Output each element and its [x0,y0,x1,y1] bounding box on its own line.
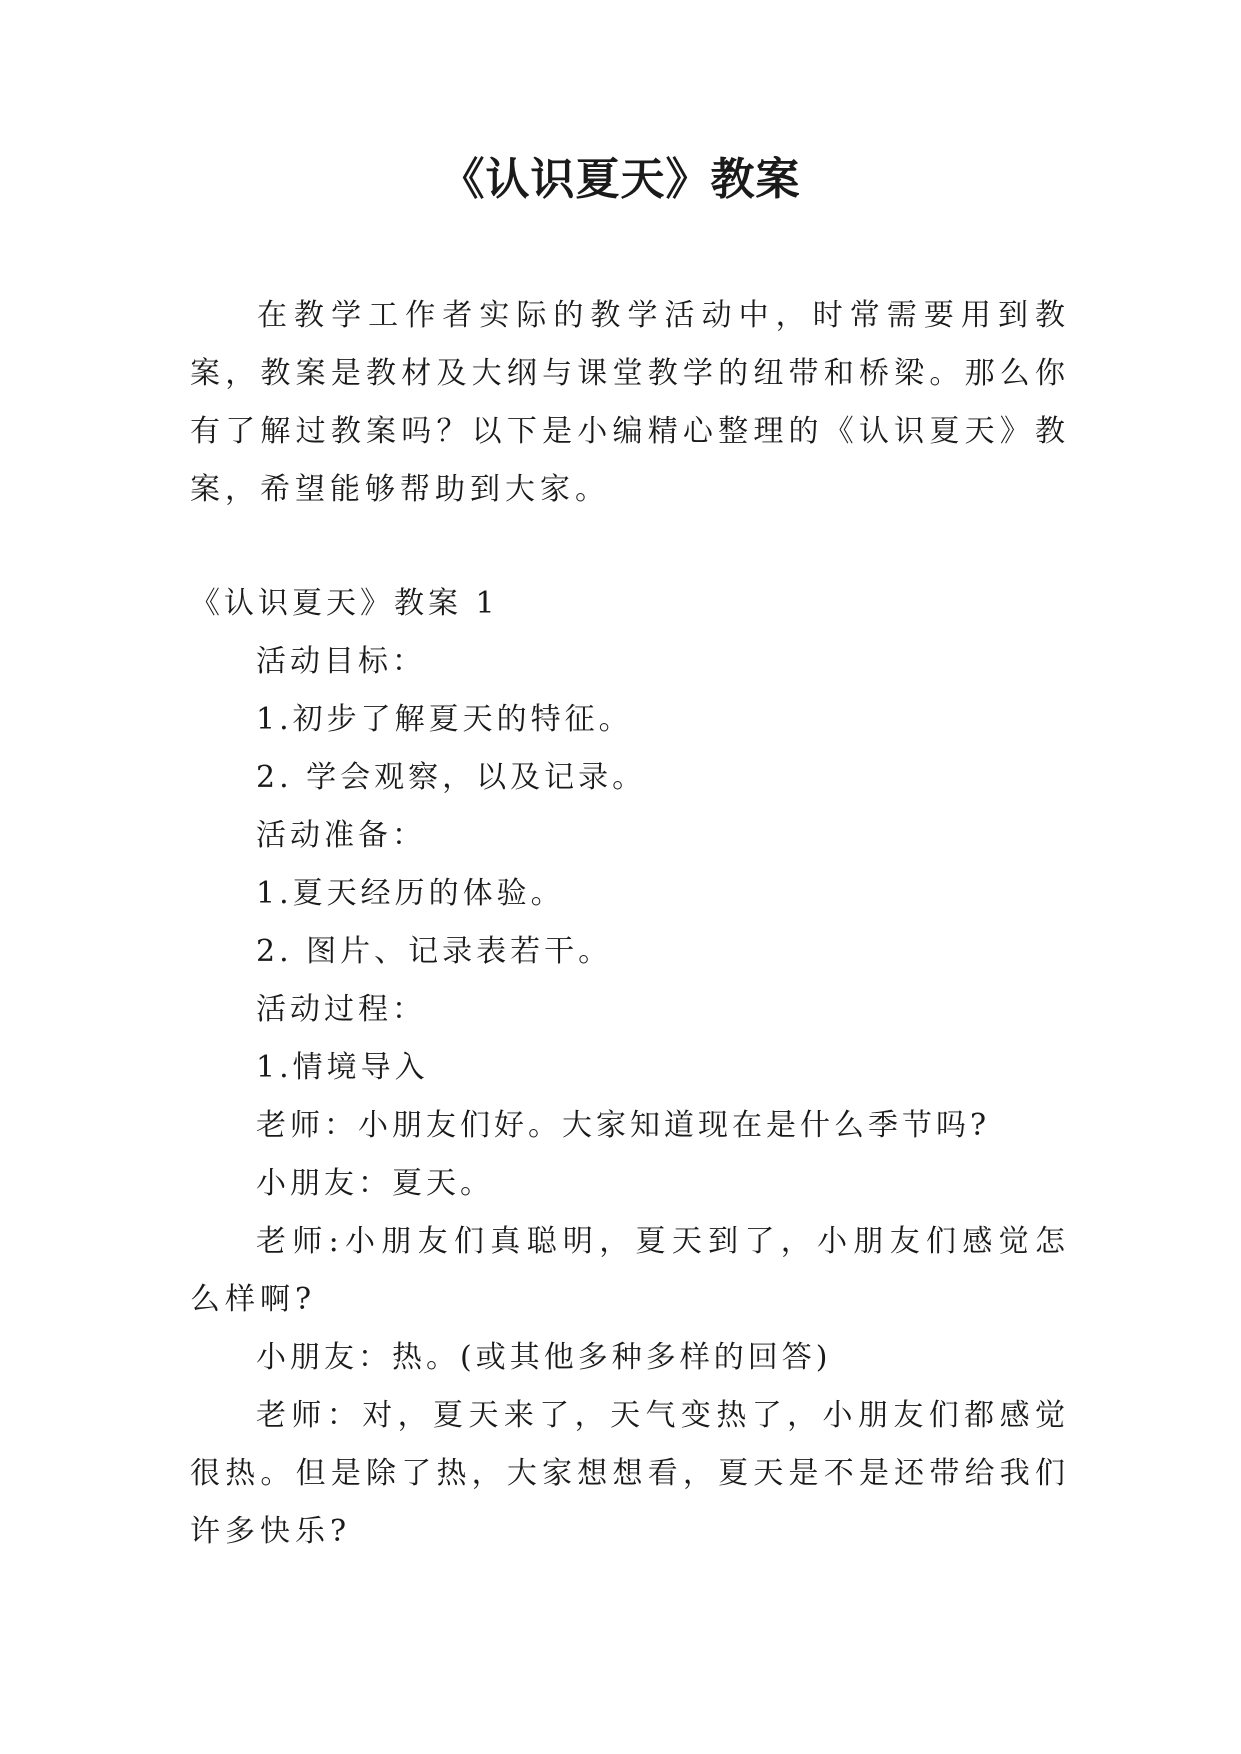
process-step-1: 1.情境导入 [256,1050,429,1085]
goal-item-2: 2. 学会观察，以及记录。 [256,760,647,795]
heading-activity-goals: 活动目标： [256,644,426,679]
dialogue-teacher-2: 老师:小朋友们真聪明，夏天到了，小朋友们感觉怎么样啊? [190,1224,1070,1317]
preparation-item-1: 1.夏天经历的体验。 [256,876,565,911]
intro-paragraph: 在教学工作者实际的教学活动中，时常需要用到教案，教案是教材及大纲与课堂教学的纽带和桥梁。那么你有了解过教案吗？以下是小编精心整理的《认识夏天》教案，希望能够帮助到大家。 [190,298,1070,507]
lesson-plan-body [190,575,1070,1561]
dialogue-teacher-1: 老师：小朋友们好。大家知道现在是什么季节吗? [256,1108,991,1143]
dialogue-teacher-3: 老师：对，夏天来了，天气变热了，小朋友们都感觉很热。但是除了热，大家想想看，夏天是不是还带给我们许多快乐? [190,1398,1070,1549]
dialogue-child-2: 小朋友：热。(或其他多种多样的回答) [256,1340,832,1375]
section-heading: 《认识夏天》教案 1 [190,586,499,621]
heading-activity-process: 活动过程： [256,992,426,1027]
goal-item-1: 1.初步了解夏天的特征。 [256,702,633,737]
heading-activity-preparation: 活动准备： [256,818,426,853]
document-title: 《认识夏天》教案 [440,154,801,205]
dialogue-child-1: 小朋友：夏天。 [256,1166,494,1201]
preparation-item-2: 2. 图片、记录表若干。 [256,934,613,969]
